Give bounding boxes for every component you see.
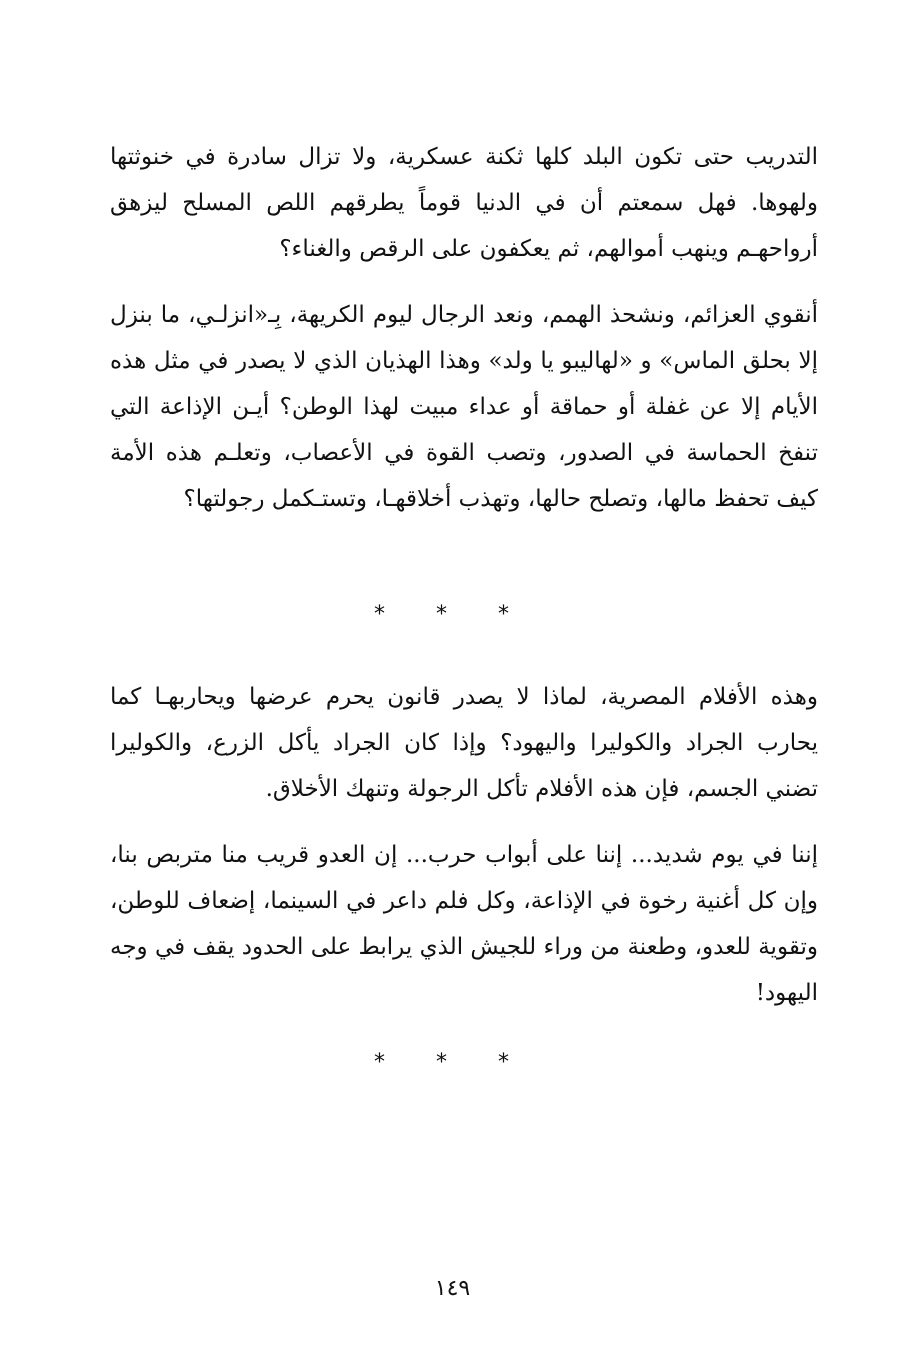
- section-separator: * * *: [374, 1050, 531, 1075]
- paragraph-3: [110, 674, 818, 812]
- page-number: ١٤٩: [434, 1276, 471, 1301]
- paragraph-text: أنقوي العزائم، ونشحذ الهمم، ونعد الرجال ليوم الكريهة، بِـ«انزلـي، ما بنزل إلا بحلق الماس» و «لهاليبو يا ولد» وهذا الهذيان الذي لا يصدر في مثل هذه الأيام إلا عن غفلة أو حماقة أو عداء مبيت لهذا الوطن؟ أيـن الإذاعة التي تنفخ الحماسة في الصدور، وتصب القوة في الأعصاب، وتعلـم هذه الأمة كيف تحفظ مالها، وتصلح حالها، وتهذب أخلاقهـا، وتستـكمل رجولتها؟: [110, 302, 818, 512]
- paragraph-text: إننا في يوم شديد... إننا على أبواب حرب... إن العدو قريب منا متربص بنا، وإن كل أغنية رخوة في الإذاعة، وكل فلم داعر في السينما، إضعاف للوطن، وتقوية للعدو، وطعنة من وراء للجيش الذي يرابط على الحدود يقف في وجه اليهود!: [110, 842, 818, 1006]
- paragraph-text: وهذه الأفلام المصرية، لماذا لا يصدر قانون يحرم عرضها ويحاربهـا كما يحارب الجراد والكوليرا واليهود؟ وإذا كان الجراد يأكل الزرع، والكوليرا تضني الجسم، فإن هذه الأفلام تأكل الرجولة وتنهك الأخلاق.: [110, 684, 818, 802]
- paragraph-1: [110, 134, 818, 272]
- paragraph-4: [110, 832, 818, 1016]
- paragraph-text: التدريب حتى تكون البلد كلها ثكنة عسكرية، ولا تزال سادرة في خنوثتها ولهوها. فهل سمعتم أن في الدنيا قوماً يطرقهم اللص المسلح ليزهق أرواحهـم وينهب أموالهم، ثم يعكفون على الرقص والغناء؟: [110, 144, 818, 262]
- paragraph-2: [110, 292, 818, 522]
- section-separator: * * *: [374, 602, 531, 627]
